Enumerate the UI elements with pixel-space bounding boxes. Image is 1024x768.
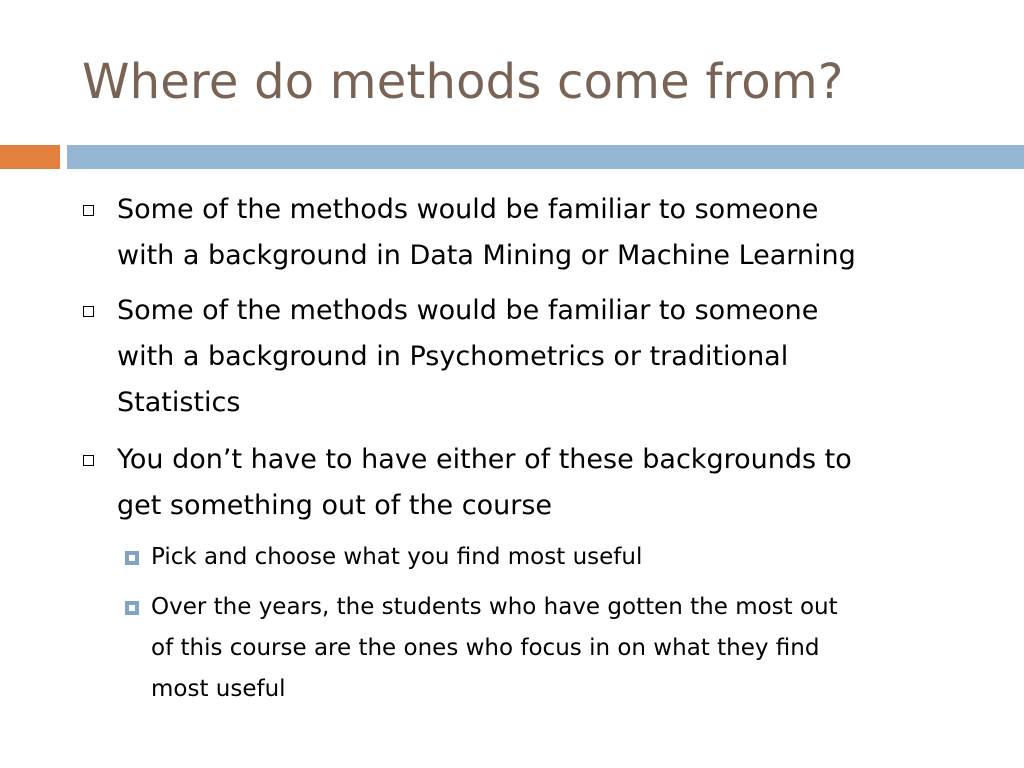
square-bullet-icon [83,455,94,466]
bullet-line: with a background in Data Mining or Machine Learning [117,240,856,271]
bullet-line: get something out of the course [117,490,553,521]
sub-bullet-line: Pick and choose what you find most useful [151,544,643,570]
sub-bullet-line: most useful [151,676,286,702]
bullet-line: Some of the methods would be familiar to someone [117,295,819,326]
sub-bullet-text [151,587,1001,710]
square-bullet-icon [83,205,94,216]
sub-bullet-text [151,537,1001,578]
slide-title: Where do methods come from? [82,54,844,110]
bullet-line: You don’t have to have either of these backgrounds to [117,444,852,475]
sub-bullet-line: of this course are the ones who focus in on what they find [151,635,820,661]
square-bullet-icon [83,306,94,317]
bullet-line: Statistics [117,387,241,418]
sub-bullet-line: Over the years, the students who have gotten the most out [151,594,838,620]
bullet-text [117,437,997,529]
sub-bullet-icon [125,601,139,615]
sub-bullet-icon [125,551,139,565]
bullet-text [117,288,997,426]
bullet-line: with a background in Psychometrics or traditional [117,341,789,372]
bullet-line: Some of the methods would be familiar to someone [117,194,819,225]
bullet-text [117,187,997,279]
